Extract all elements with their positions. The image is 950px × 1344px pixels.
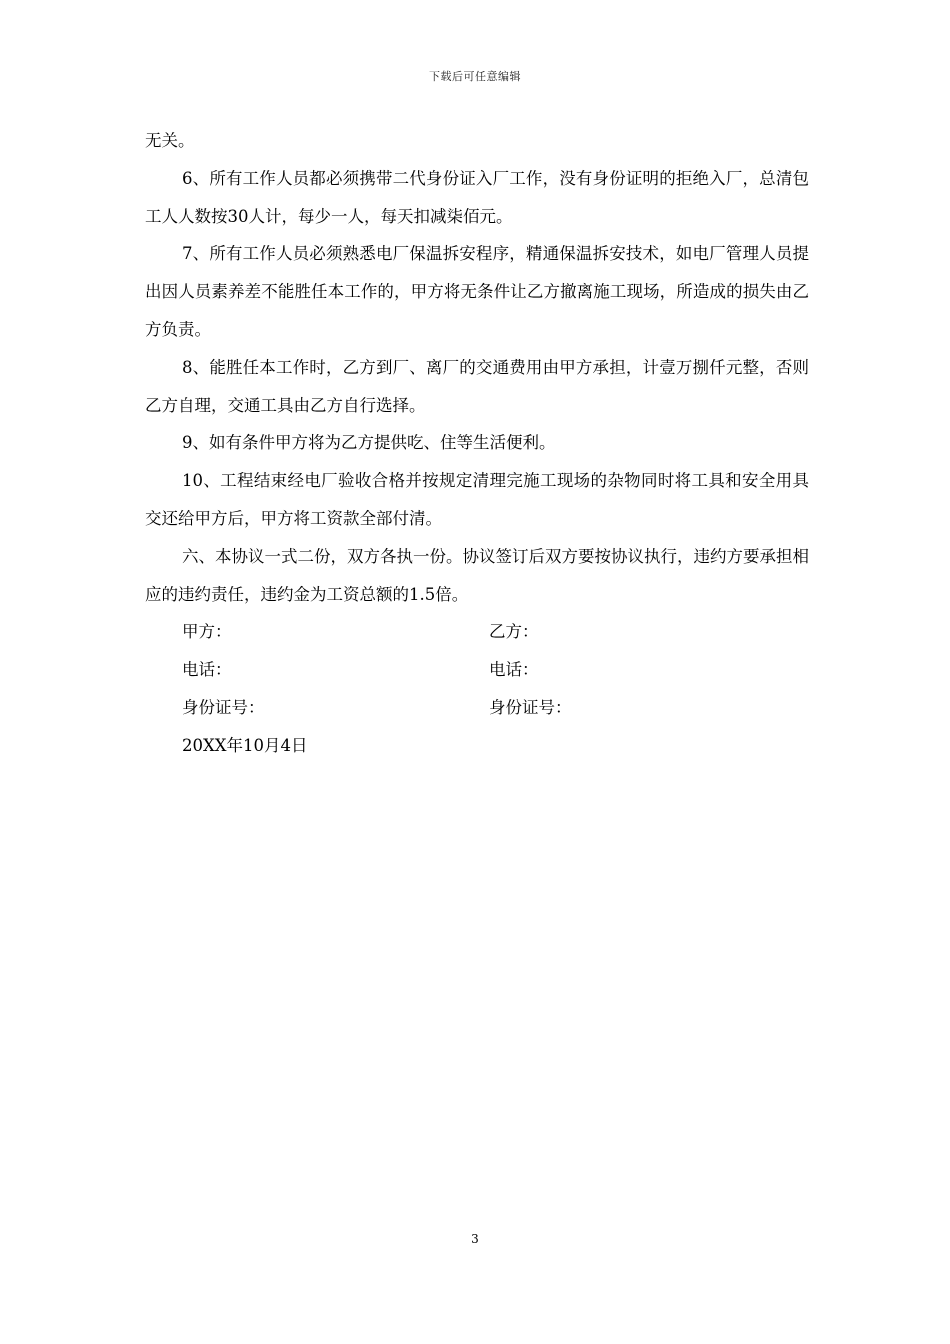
signature-row-party — [145, 613, 809, 651]
clause-6: 6、所有工作人员都必须携带二代身份证入厂工作，没有身份证明的拒绝入厂，总清包工人人数按30人计，每少一人，每天扣减柒佰元。 — [145, 168, 809, 226]
page-header: 下载后可任意编辑 — [429, 70, 521, 83]
phone-b-label: 电话： — [489, 660, 539, 680]
clause-7: 7、所有工作人员必须熟悉电厂保温拆安程序，精通保温拆安技术，如电厂管理人员提出因人员素养差不能胜任本工作的，甲方将无条件让乙方撤离施工现场，所造成的损失由乙方负责。 — [145, 244, 809, 339]
clause-9: 9、如有条件甲方将为乙方提供吃、住等生活便利。 — [182, 433, 556, 453]
section-six: 六、本协议一式二份，双方各执一份。协议签订后双方要按协议执行，违约方要承担相应的违约责任，违约金为工资总额的1.5倍。 — [145, 546, 809, 604]
page-number: 3 — [471, 1232, 479, 1246]
signing-date: 20XX年10月4日 — [182, 735, 308, 755]
signature-row-phone — [145, 651, 809, 689]
document-body — [145, 122, 809, 765]
party-a-label: 甲方： — [182, 622, 232, 642]
clause-10: 10、工程结束经电厂验收合格并按规定清理完施工现场的杂物同时将工具和安全用具交还给甲方后，甲方将工资款全部付清。 — [145, 471, 809, 528]
party-b-label: 乙方： — [489, 622, 539, 642]
phone-a-label: 电话： — [182, 660, 232, 680]
signature-row-id — [145, 689, 809, 727]
id-b-label: 身份证号： — [489, 697, 572, 717]
paragraph-continuation: 无关。 — [145, 131, 195, 150]
clause-8: 8、能胜任本工作时，乙方到厂、离厂的交通费用由甲方承担，计壹万捌仟元整，否则乙方自理，交通工具由乙方自行选择。 — [145, 357, 809, 415]
id-a-label: 身份证号： — [182, 697, 265, 717]
